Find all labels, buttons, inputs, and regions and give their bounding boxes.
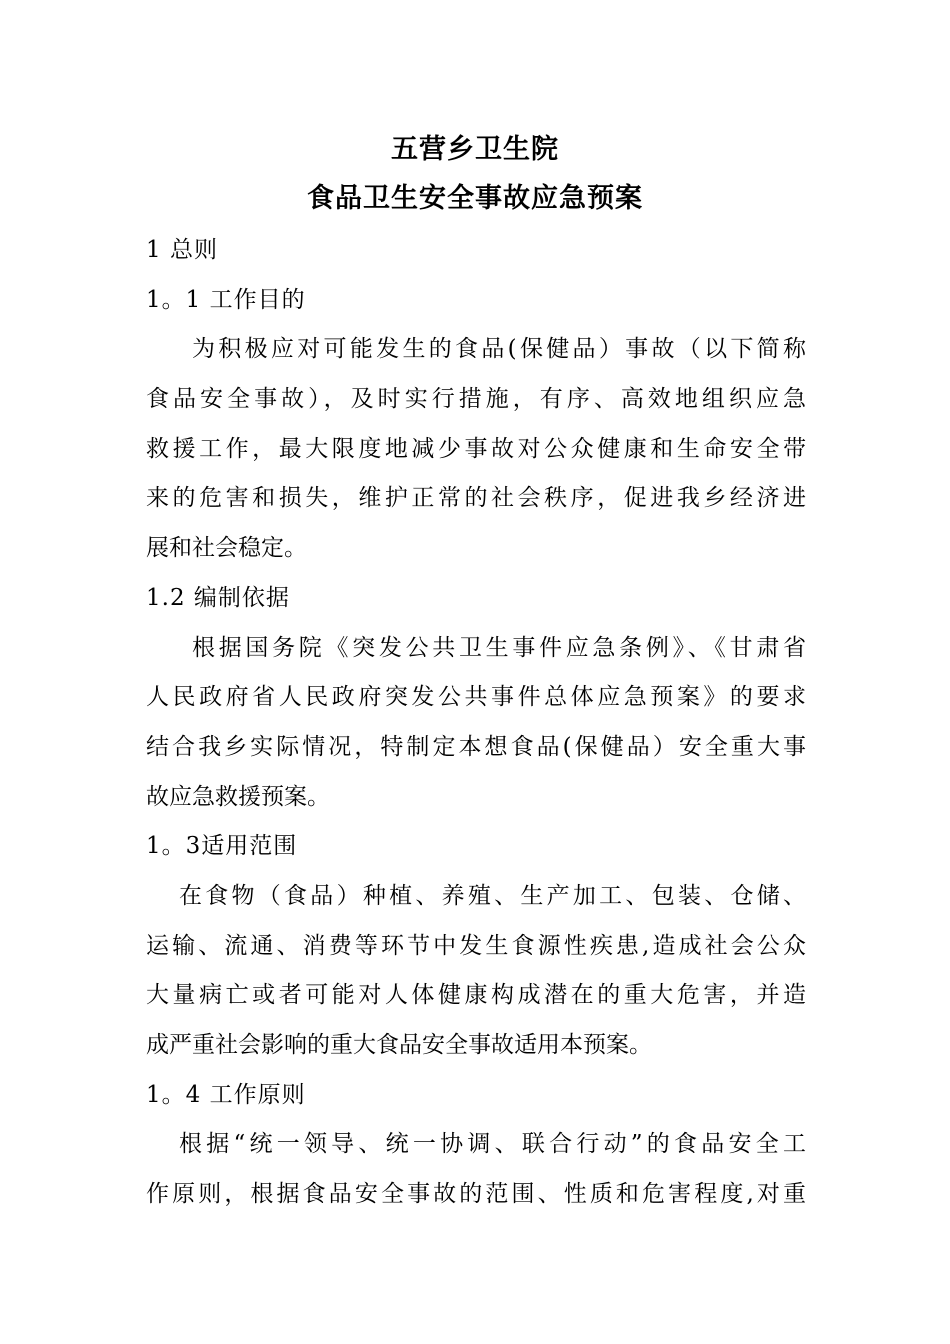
paragraph-line: 在食物（食品）种植、养殖、生产加工、包装、仓储、 [179,882,806,909]
section-heading-1-3: 1。3适用范围 [146,833,298,860]
paragraph-line: 作原则，根据食品安全事故的范围、性质和危害程度,对重 [146,1181,806,1208]
document-title-line1: 五营乡卫生院 [391,134,559,165]
paragraph-line: 为积极应对可能发生的食品(保健品）事故（以下简称 [192,336,806,363]
paragraph-line: 人民政府省人民政府突发公共事件总体应急预案》的要求 [146,684,806,711]
paragraph-line: 大量病亡或者可能对人体健康构成潜在的重大危害，并造 [146,982,806,1009]
paragraph-line: 来的危害和损失，维护正常的社会秩序，促进我乡经济进 [146,485,806,512]
paragraph-line: 成严重社会影响的重大食品安全事故适用本预案。 [146,1032,652,1058]
paragraph-line: 展和社会稳定。 [146,535,307,562]
section-heading-1: 1 总则 [146,237,218,263]
document-body [146,226,806,1220]
section-heading-1-1: 1。1 工作目的 [146,286,306,313]
paragraph-line: 故应急救援预案。 [146,783,330,810]
paragraph-line: 救援工作，最大限度地减少事故对公众健康和生命安全带 [146,435,806,462]
paragraph-line: 运输、流通、消费等环节中发生食源性疾患,造成社会公众 [146,932,806,959]
paragraph-line: 食品安全事故），及时实行措施，有序、高效地组织应急 [146,386,806,413]
document-title-line2: 食品卫生安全事故应急预案 [307,183,643,214]
paragraph-line: 根据国务院《突发公共卫生事件应急条例》、《甘肃省 [192,634,806,661]
section-heading-1-2: 1.2 编制依据 [146,584,290,611]
section-heading-1-4: 1。4 工作原则 [146,1081,306,1108]
paragraph-line: 结合我乡实际情况，特制定本想食品(保健品）安全重大事 [146,733,806,760]
paragraph-line: 根据“统一领导、统一协调、联合行动”的食品安全工 [179,1131,806,1158]
